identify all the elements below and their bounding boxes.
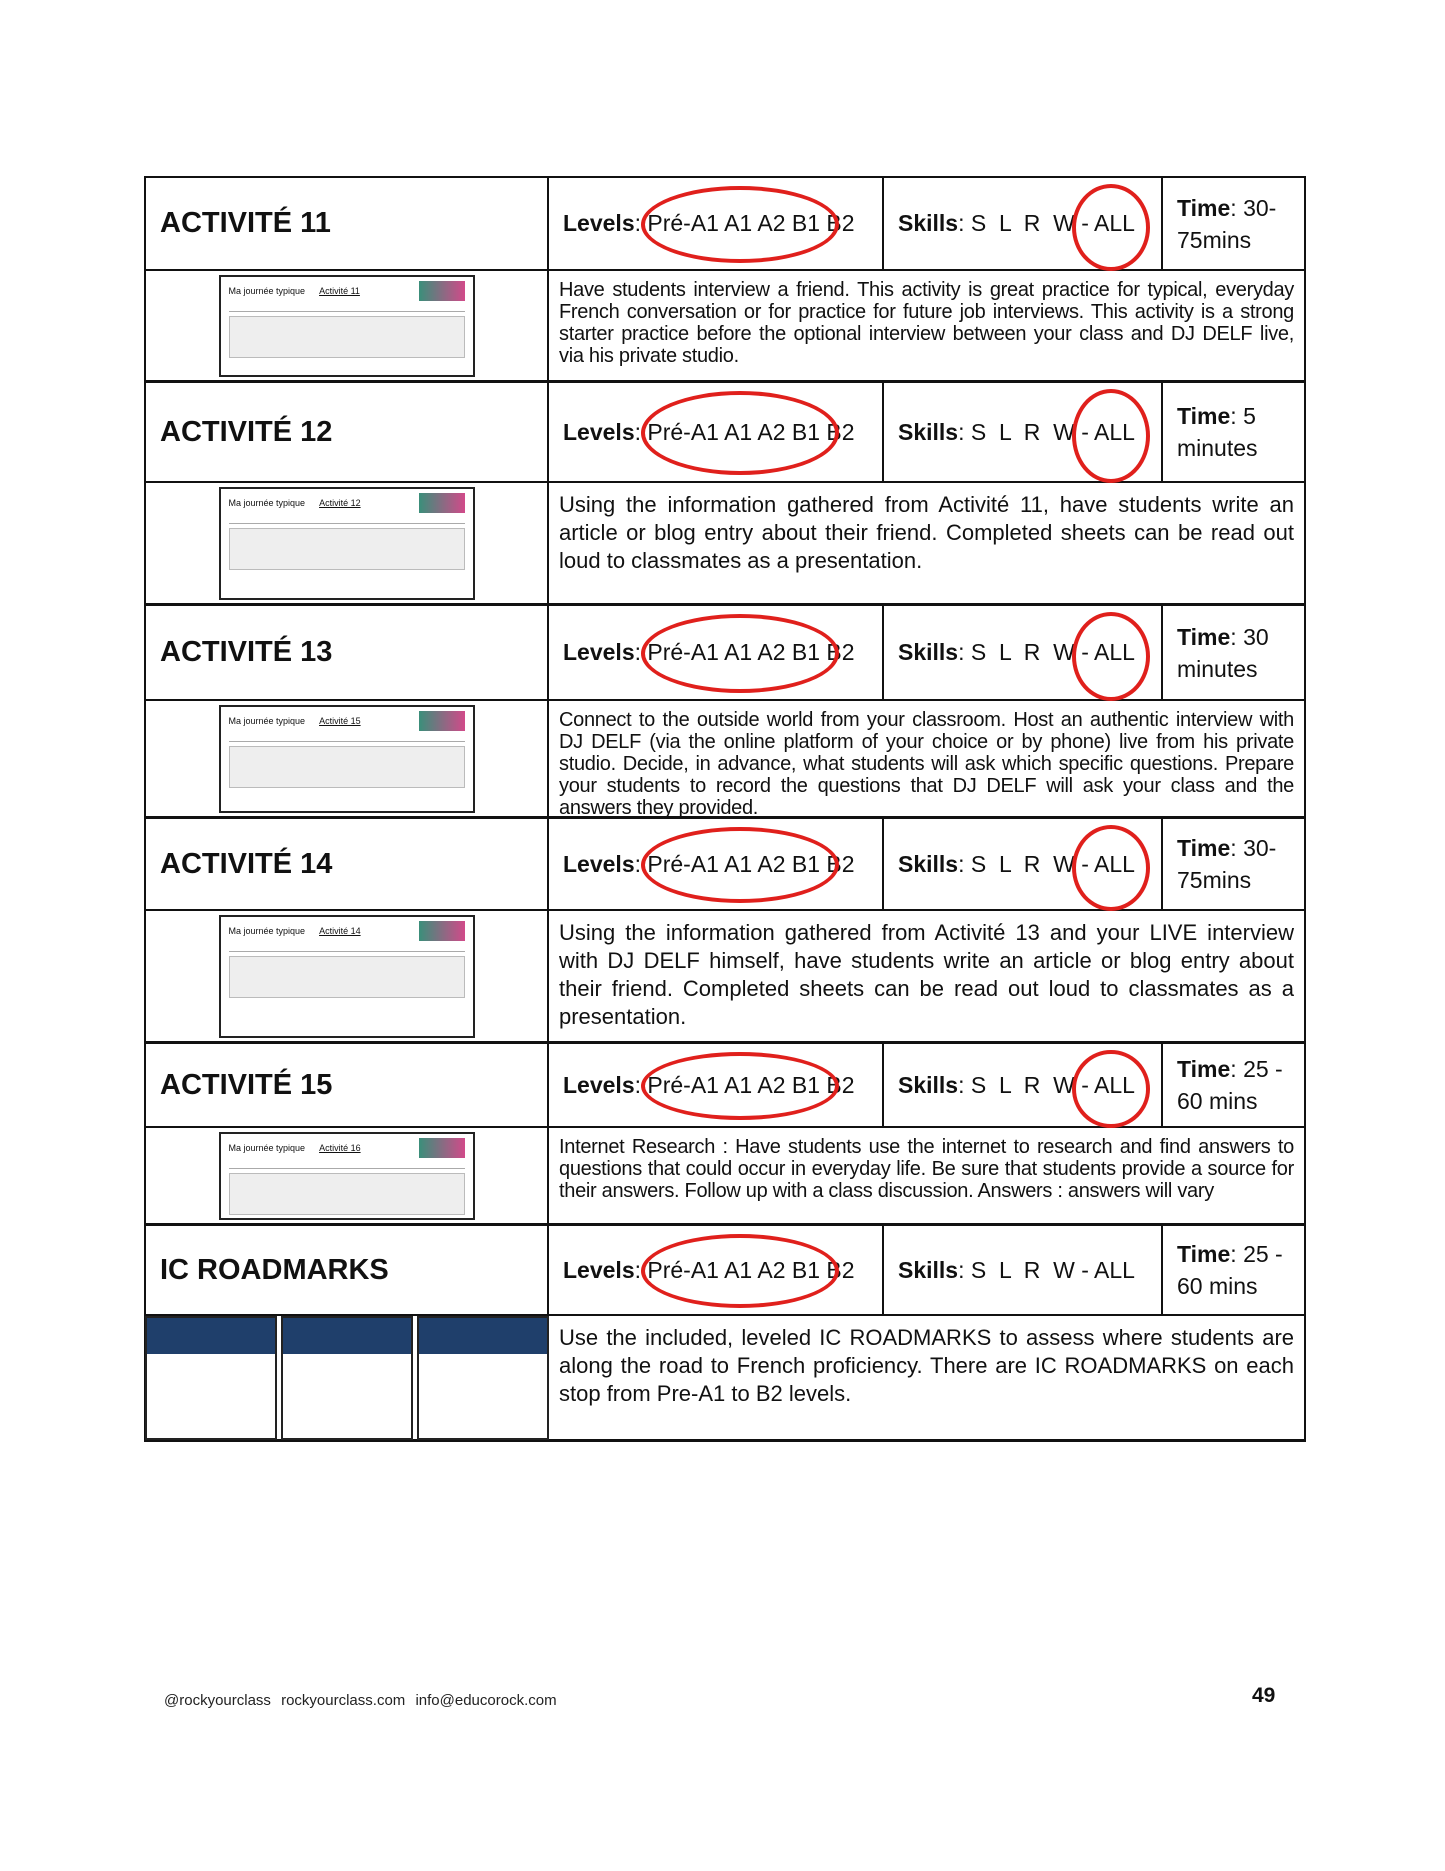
activity-description: Using the information gathered from Activité 11, have students write an article or blog entry about their friend. Completed sheets can be read out loud to classmates as a presentation. (559, 492, 1294, 573)
time-text: Time: 5 minutes (1177, 403, 1258, 461)
worksheet-image (419, 281, 465, 301)
levels-text: Levels: Pré-A1 A1 A2 B1 B2 (563, 1256, 855, 1283)
activities-table (144, 176, 1306, 1442)
activity-description: Connect to the outside world from your classroom. Host an authentic interview with DJ DELF (via the online platform of your choice or by phone) live from his private studio. Decide, in advance, what students will ask which specific questions. Prepare your students to record the questions that DJ DELF will ask your class and the answers they provided. (559, 709, 1294, 819)
activity-detail-row (146, 271, 1304, 383)
worksheet-thumbnail: Ma journée typique Activité 12 (219, 487, 475, 600)
activity-detail-row (146, 1316, 1304, 1442)
skills-text: Skills: S L R W - ALL (898, 1256, 1135, 1283)
activity-detail-row (146, 1128, 1304, 1226)
activity-header-row (146, 383, 1304, 483)
activity-header-row (146, 1044, 1304, 1128)
skills-text: Skills: S L R W - ALL (898, 1071, 1135, 1098)
activity-title: ACTIVITÉ 14 (160, 847, 333, 880)
roadmark-thumbnail (281, 1316, 413, 1440)
skills-text: Skills: S L R W - ALL (898, 210, 1135, 236)
activity-description: Use the included, leveled IC ROADMARKS to assess where students are along the road to French proficiency. There are IC ROADMARKS on each stop from Pre-A1 to B2 levels. (559, 1325, 1294, 1406)
roadmark-thumbnail (417, 1316, 549, 1440)
skills-text: Skills: S L R W - ALL (898, 850, 1135, 877)
worksheet-thumbnail: Ma journée typique Activité 15 (219, 705, 475, 813)
worksheet-image (419, 1138, 465, 1158)
activity-header-row (146, 1226, 1304, 1316)
activity-detail-row (146, 701, 1304, 819)
worksheet-thumbnail: Ma journée typique Activité 11 (219, 275, 475, 377)
time-text: Time: 25 - 60 mins (1177, 1056, 1283, 1114)
levels-text: Levels: Pré-A1 A1 A2 B1 B2 (563, 418, 855, 445)
time-text: Time: 30 minutes (1177, 623, 1269, 682)
skills-text: Skills: S L R W - ALL (898, 418, 1135, 445)
footer-contact: @rockyourclass rockyourclass.com info@educorock.com (164, 1692, 557, 1709)
time-text: Time: 30-75mins (1177, 194, 1277, 253)
worksheet-thumbnail: Ma journée typique Activité 16 (219, 1132, 475, 1220)
worksheet-image (419, 493, 465, 513)
activity-description: Using the information gathered from Activité 13 and your LIVE interview with DJ DELF himself, have students write an article or blog entry about their friend. Completed sheets can be read out loud to classmates as a presentation. (559, 920, 1294, 1029)
levels-text: Levels: Pré-A1 A1 A2 B1 B2 (563, 1071, 855, 1098)
activity-title: ACTIVITÉ 12 (160, 415, 333, 448)
activity-title: ACTIVITÉ 15 (160, 1068, 333, 1101)
activity-description: Have students interview a friend. This activity is great practice for typical, everyday French conversation or for practice for future job interviews. This activity is a strong starter practice before the optional interview between your class and DJ DELF live, via his private studio. (559, 279, 1294, 367)
roadmarks-thumbnails (141, 1312, 553, 1444)
time-text: Time: 30-75mins (1177, 835, 1277, 893)
levels-text: Levels: Pré-A1 A1 A2 B1 B2 (563, 850, 855, 877)
activity-detail-row (146, 911, 1304, 1044)
activity-title: ACTIVITÉ 13 (160, 636, 333, 668)
skills-text: Skills: S L R W - ALL (898, 639, 1135, 665)
activity-header-row (146, 819, 1304, 911)
activity-detail-row (146, 483, 1304, 606)
activity-header-row (146, 606, 1304, 701)
time-text: Time: 25 - 60 mins (1177, 1241, 1283, 1299)
activity-title: IC ROADMARKS (160, 1253, 389, 1286)
page-number: 49 (1252, 1684, 1276, 1707)
worksheet-thumbnail: Ma journée typique Activité 14 (219, 915, 475, 1038)
activity-title: ACTIVITÉ 11 (160, 207, 331, 239)
levels-text: Levels: Pré-A1 A1 A2 B1 B2 (563, 639, 855, 665)
worksheet-image (419, 711, 465, 731)
activity-description: Internet Research : Have students use the internet to research and find answers to questions that could occur in everyday life. Be sure that students provide a source for their answers. Follow up with a class discussion. Answers : answers will vary (559, 1136, 1294, 1202)
activity-header-row (146, 178, 1304, 271)
levels-text: Levels: Pré-A1 A1 A2 B1 B2 (563, 210, 855, 236)
worksheet-image (419, 921, 465, 941)
roadmark-thumbnail (145, 1316, 277, 1440)
